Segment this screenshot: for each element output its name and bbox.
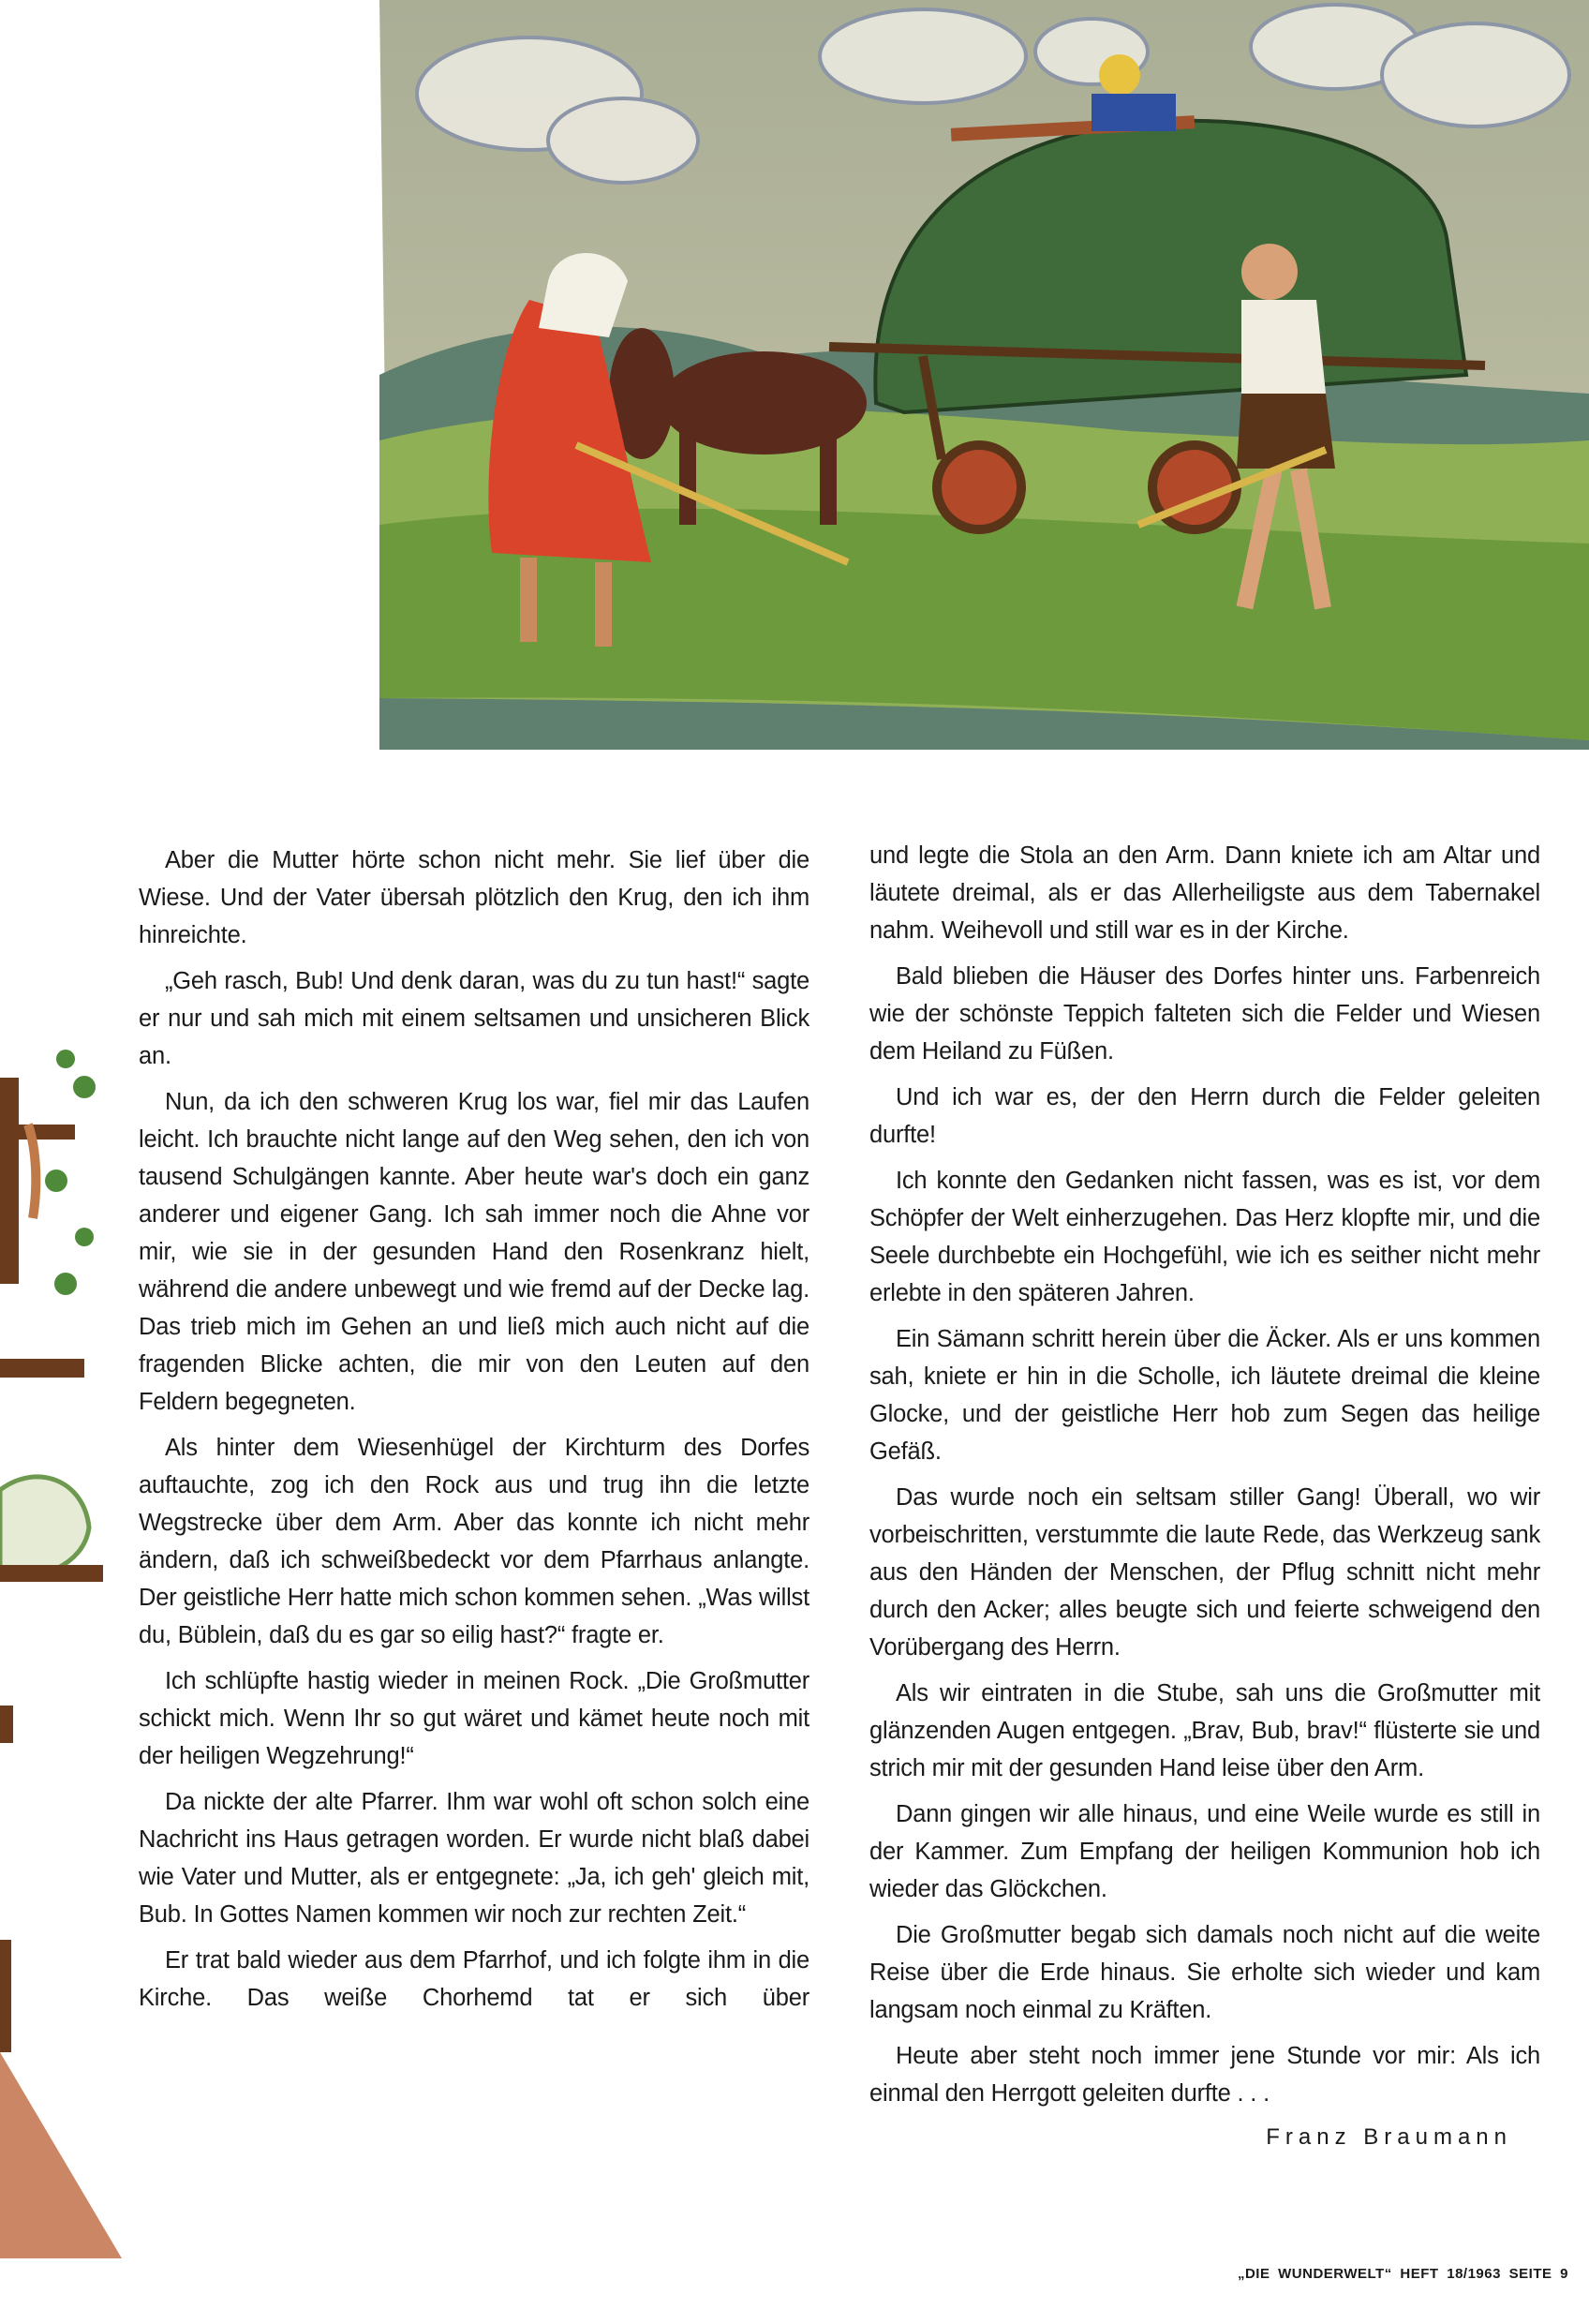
paragraph: Und ich war es, der den Herrn durch die Felder geleiten durfte! xyxy=(869,1084,1540,1148)
paragraph: Die Großmutter begab sich damals noch nicht auf die weite Reise über die Erde hinaus. Sie erholte sich wieder und kam langsam noch einmal zu Kräften. xyxy=(869,1922,1540,2023)
paragraph: Als wir eintraten in die Stube, sah uns die Großmutter mit glänzenden Augen entgegen. „Brav, Bub, brav!“ flüsterte sie und strich mir mit der gesunden Hand leise über den Arm. xyxy=(869,1680,1540,1781)
paragraph: Nun, da ich den schweren Krug los war, fiel mir das Laufen leicht. Ich brauchte nicht lange auf den Weg sehen, den ich von tausend Schulgängen kannte. Aber heute war's doch ein ganz anderer und eigener Gang. Ich sah immer noch die Ahne vor mir, wie sie in der gesunden Hand den Rosenkranz hielt, während die andere unbewegt und wie fremd auf der Decke lag. Das trieb mich im Gehen an und ließ mich auch nicht auf die fragenden Blicke achten, die mir von den Leuten auf den Feldern begegneten. xyxy=(139,1089,809,1415)
paragraph-continuation: und legte die Stola an den Arm. Dann kniete ich am Altar und läutete dreimal, als er das Allerheiligste aus dem Tabernakel nahm. Weihevoll und still war es in der Kirche. xyxy=(869,842,1540,944)
page-number: SEITE 9 xyxy=(1508,2266,1568,2282)
paragraph: Bald blieben die Häuser des Dorfes hinter uns. Farbenreich wie der schönste Teppich falteten sich die Felder und Wiesen dem Heiland zu Füßen. xyxy=(869,963,1540,1065)
magazine-title: „DIE WUNDERWELT“ xyxy=(1237,2266,1392,2282)
author-signature: Franz Braumann xyxy=(1266,2124,1512,2150)
article-left-column xyxy=(139,842,809,2025)
paragraph: Dann gingen wir alle hinaus, und eine Weile wurde es still in der Kammer. Zum Empfang der heiligen Kommunion hob ich wieder das Glöckchen. xyxy=(869,1801,1540,1902)
paragraph: Da nickte der alte Pfarrer. Ihm war wohl oft schon solch eine Nachricht ins Haus getragen worden. Er wurde nicht blaß dabei wie Vater und Mutter, als er entgegnete: „Ja, ich geh' gleich mit, Bub. In Gottes Namen kommen wir noch zur rechten Zeit.“ xyxy=(139,1789,809,1928)
page-footer xyxy=(1238,2266,1568,2282)
paragraph: Ein Sämann schritt herein über die Äcker. Als er uns kommen sah, kniete er hin in die Scholle, ich läutete dreimal die kleine Glocke, und der geistliche Herr hob zum Segen das heilige Gefäß. xyxy=(869,1326,1540,1465)
paragraph: Er trat bald wieder aus dem Pfarrhof, und ich folgte ihm in die Kirche. Das weiße Chorhemd tat er sich über xyxy=(139,1947,809,2011)
paragraph: Aber die Mutter hörte schon nicht mehr. Sie lief über die Wiese. Und der Vater übersah plötzlich den Krug, den ich ihm hinreichte. xyxy=(139,847,809,948)
paragraph: Ich konnte den Gedanken nicht fassen, was es ist, vor dem Schöpfer der Welt einherzugehen. Das Herz klopfte mir, und die Seele durchbebte ein Hochgefühl, wie ich es seither nicht mehr erlebte in den späteren Jahren. xyxy=(869,1168,1540,1306)
paragraph: „Geh rasch, Bub! Und denk daran, was du zu tun hast!“ sagte er nur und sah mich mit einem seltsamen und unsicheren Blick an. xyxy=(139,968,809,1069)
paragraph: Heute aber steht noch immer jene Stunde vor mir: Als ich einmal den Herrgott geleiten durfte . . . xyxy=(869,2043,1540,2107)
issue-number: HEFT 18/1963 xyxy=(1400,2266,1501,2282)
paragraph: Das wurde noch ein seltsam stiller Gang! Überall, wo wir vorbeischritten, verstummte die laute Rede, das Werkzeug sank aus den Händen der Menschen, der Pflug schnitt nicht mehr durch den Acker; alles beugte sich und feierte schweigend den Vorübergang des Herrn. xyxy=(869,1484,1540,1661)
paragraph: Ich schlüpfte hastig wieder in meinen Rock. „Die Großmutter schickt mich. Wenn Ihr so gut wäret und kämet heute noch mit der heiligen Wegzehrung!“ xyxy=(139,1668,809,1769)
paragraph: Als hinter dem Wiesenhügel der Kirchturm des Dorfes auftauchte, zog ich den Rock aus und trug ihn die letzte Wegstrecke über dem Arm. Aber das konnte ich nicht mehr ändern, daß ich schweißbedeckt vor dem Pfarrhaus anlangte. Der geistliche Herr hatte mich schon kommen sehen. „Was willst du, Büblein, daß du es gar so eilig hast?“ fragte er. xyxy=(139,1435,809,1648)
article-right-column xyxy=(869,837,1540,2156)
wayside-shrine-decoration xyxy=(0,1021,141,2287)
haymaking-illustration xyxy=(379,0,1589,750)
